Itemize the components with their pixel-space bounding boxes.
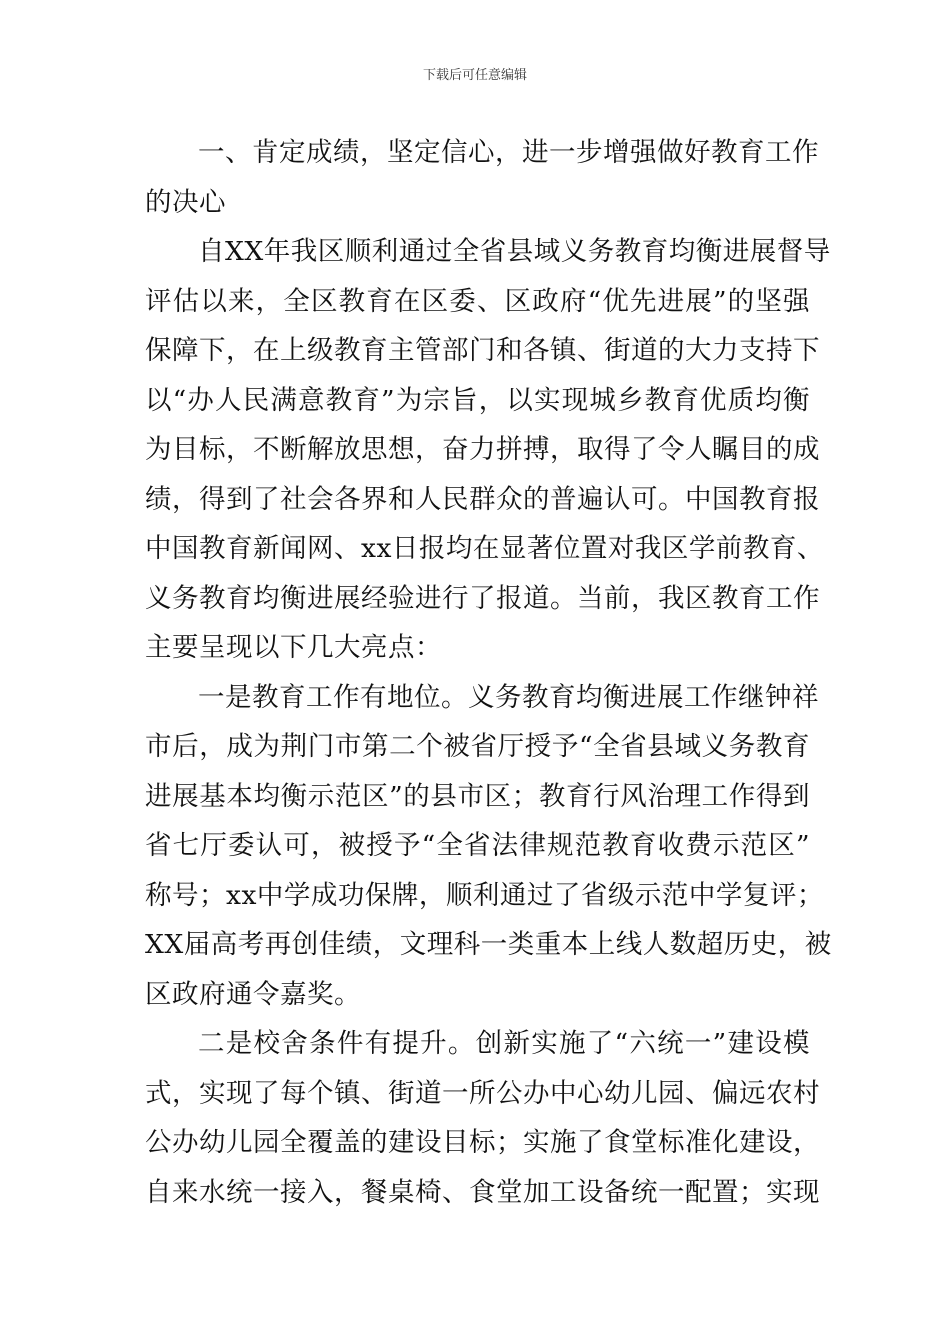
text-line: 主要呈现以下几大亮点： [145, 632, 442, 663]
paragraph-facilities [145, 1019, 820, 1217]
text-line: 以“办人民满意教育”为宗旨，以实现城乡教育优质均衡 [145, 384, 810, 416]
document-body [145, 128, 832, 1217]
text-line: 区政府通令嘉奖。 [145, 978, 361, 1010]
text-line: 的决心 [145, 186, 226, 218]
text-line: 进展基本均衡示范区”的县市区；教育行风治理工作得到 [145, 780, 810, 812]
text-line: 公办幼儿园全覆盖的建设目标；实施了食堂标准化建设， [145, 1127, 820, 1158]
text-line: 为目标，不断解放思想，奋力拼搏，取得了令人瞩目的成 [145, 434, 820, 465]
text-line: 一、肯定成绩，坚定信心，进一步增强做好教育工作 [198, 137, 819, 168]
text-line: 保障下，在上级教育主管部门和各镇、街道的大力支持下 [145, 335, 820, 366]
text-line: XX届高考再创佳绩，文理科一类重本上线人数超历史，被 [145, 929, 832, 960]
text-line: 义务教育均衡进展经验进行了报道。当前，我区教育工作 [145, 582, 820, 614]
text-line: 绩，得到了社会各界和人民群众的普遍认可。中国教育报 [145, 483, 820, 515]
paragraph-heading [145, 128, 819, 227]
text-line: 式，实现了每个镇、街道一所公办中心幼儿园、偏远农村 [145, 1077, 820, 1109]
text-line: 自XX年我区顺利通过全省县域义务教育均衡进展督导 [198, 236, 831, 267]
text-line: 二是校舍条件有提升。创新实施了“六统一”建设模 [198, 1028, 810, 1059]
page-header-note: 下载后可任意编辑 [422, 68, 527, 83]
text-line: 中国教育新闻网、xx日报均在显著位置对我区学前教育、 [145, 533, 824, 564]
text-line: 称号；xx中学成功保牌，顺利通过了省级示范中学复评； [145, 879, 824, 911]
text-line: 市后，成为荆门市第二个被省厅授予“全省县域义务教育 [145, 731, 810, 762]
text-line: 一是教育工作有地位。义务教育均衡进展工作继钟祥 [198, 681, 819, 713]
text-line: 省七厅委认可，被授予“全省法律规范教育收费示范区” [145, 830, 810, 861]
paragraph-status [145, 673, 832, 1020]
text-line: 自来水统一接入，餐桌椅、食堂加工设备统一配置；实现 [145, 1176, 820, 1208]
paragraph-achievements [145, 227, 831, 673]
text-line: 评估以来，全区教育在区委、区政府“优先进展”的坚强 [145, 285, 810, 317]
